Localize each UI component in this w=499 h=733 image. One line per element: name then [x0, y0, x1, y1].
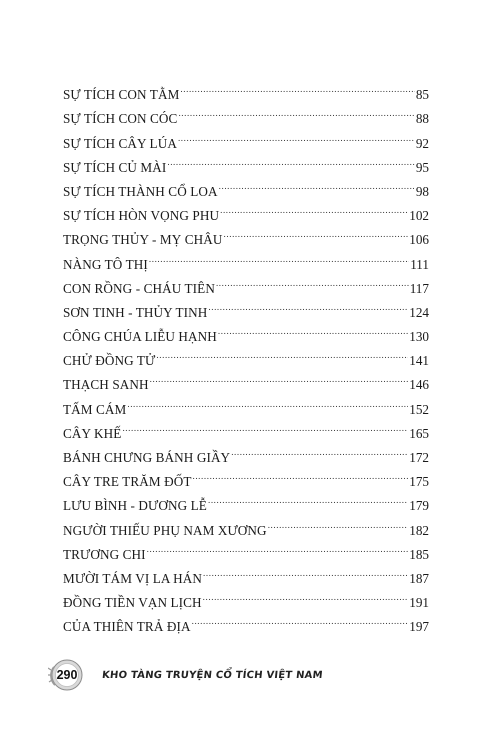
toc-entry-page: 152 — [409, 401, 429, 417]
toc-entry-page: 141 — [409, 353, 429, 369]
dot-leader — [167, 148, 414, 172]
page-number: 290 — [56, 668, 78, 682]
dot-leader — [208, 293, 408, 317]
toc-entry-page: 172 — [409, 450, 429, 465]
toc-entry-page: 175 — [409, 474, 429, 490]
toc-entry-title: SỰ TÍCH CON CÓC — [63, 111, 178, 127]
toc-entry-page: 165 — [409, 425, 429, 441]
dot-leader — [219, 172, 415, 196]
toc-entry-title: SỰ TÍCH THÀNH CỔ LOA — [63, 183, 218, 199]
toc-entry-page: 117 — [409, 280, 429, 296]
toc-entry-title: THẠCH SANH — [63, 377, 149, 393]
toc-entry-title: BÁNH CHƯNG BÁNH GIẦY — [63, 450, 231, 465]
toc-entry-page: 185 — [409, 546, 429, 562]
toc-entry-title: CHỬ ĐỒNG TỬ — [63, 353, 156, 369]
toc-entry-page: 124 — [409, 304, 429, 320]
toc-entry-title: NGƯỜI THIẾU PHỤ NAM XƯƠNG — [63, 522, 267, 538]
toc-entry-title: TRỌNG THỦY - MỴ CHÂU — [63, 232, 223, 248]
toc-entry-title: SỰ TÍCH CÂY LÚA — [63, 135, 177, 151]
dot-leader — [178, 123, 415, 147]
toc-entry-title: MƯỜI TÁM VỊ LA HÁN — [63, 570, 203, 586]
toc-entry-title: LƯU BÌNH - DƯƠNG LỄ — [63, 498, 207, 514]
toc-entry-page: 191 — [409, 595, 429, 611]
toc-entry-title: TRƯƠNG CHI — [63, 546, 146, 562]
dot-leader — [180, 75, 414, 99]
dot-leader — [127, 389, 408, 413]
toc-entry-page: 85 — [415, 87, 429, 103]
toc-entry-title: CÂY TRE TRĂM ĐỐT — [63, 474, 192, 490]
toc-entry-page: 182 — [409, 522, 429, 538]
toc-entry-page: 130 — [409, 329, 429, 345]
dot-leader — [220, 196, 408, 220]
toc-entry-page: 98 — [415, 183, 429, 199]
toc-entry-title: SƠN TINH - THỦY TINH — [63, 304, 208, 320]
toc-entry-page: 106 — [409, 232, 429, 248]
dot-leader — [192, 462, 408, 486]
dot-leader — [208, 486, 408, 510]
dot-leader — [150, 365, 409, 389]
toc-entry-title: ĐỒNG TIỀN VẠN LỊCH — [63, 595, 202, 611]
toc-entry-title: CỦA THIÊN TRẢ ĐỊA — [63, 619, 191, 635]
toc-entry-title: CÂY KHẾ — [63, 425, 122, 441]
toc-entry-page: 88 — [415, 111, 429, 127]
dot-leader — [156, 341, 408, 365]
toc-entry-title: CÔNG CHÚA LIỄU HẠNH — [63, 329, 217, 345]
running-footer-title: KHO TÀNG TRUYỆN CỔ TÍCH VIỆT NAM — [101, 669, 324, 681]
dot-leader — [147, 535, 409, 559]
toc-entry-title: TẤM CÁM — [63, 401, 127, 417]
dot-leader — [203, 583, 409, 607]
toc-entry-page: 197 — [409, 619, 429, 635]
toc-entry-page: 102 — [409, 208, 429, 224]
table-of-contents — [63, 75, 429, 635]
dot-leader — [224, 220, 409, 244]
toc-entry-page: 92 — [415, 135, 429, 151]
page-footer — [48, 658, 323, 692]
toc-entry-page: 95 — [415, 159, 429, 175]
dot-leader — [218, 317, 408, 341]
toc-entry-page: 179 — [409, 498, 429, 514]
toc-entry-title: SỰ TÍCH HÒN VỌNG PHU — [63, 208, 220, 224]
dot-leader — [231, 438, 408, 462]
toc-entry-title: NÀNG TÔ THỊ — [63, 256, 148, 272]
toc-entry-title: SỰ TÍCH CON TẰM — [63, 87, 180, 103]
page-number-badge — [48, 658, 84, 692]
dot-leader — [216, 269, 409, 293]
dot-leader — [192, 607, 409, 631]
toc-entry-title: SỰ TÍCH CỦ MÀI — [63, 159, 167, 175]
toc-entry — [63, 75, 429, 103]
toc-entry-page: 187 — [409, 570, 429, 586]
dot-leader — [203, 559, 408, 583]
dot-leader — [122, 414, 408, 438]
dot-leader — [178, 99, 414, 123]
dot-leader — [149, 244, 409, 268]
toc-entry-page: 146 — [409, 377, 429, 393]
toc-entry-title: CON RỒNG - CHÁU TIÊN — [63, 280, 215, 296]
dot-leader — [268, 510, 409, 534]
toc-entry-page: 111 — [410, 256, 429, 272]
